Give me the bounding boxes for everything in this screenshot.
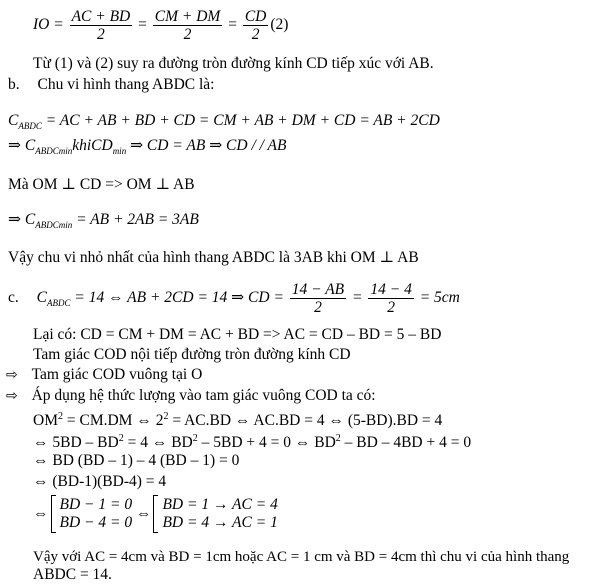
c-frac-2: $\frac{14 - 4}{2}$ — [370, 280, 412, 316]
line-om-squared: $OM^2 = CM.DM$ ⇔ $2^2 = AC.BD$ ⇔ AC.BD = 4 ⇔ (5-BD).BD = 4 — [33, 411, 443, 430]
line-factor-2: ⇔ (BD-1)(BD-4) = 4 — [33, 473, 167, 490]
line-tam-giac-noi-tiep: Tam giác COD nội tiếp đường tròn đường kính CD — [33, 346, 351, 363]
left-bracket — [51, 495, 56, 533]
line-quadratic: ⇔ $5BD - BD^2 = 4$ ⇔ $BD^2 - 5BD + 4 = 0$ ⇔ $BD^2$ – BD – 4BD + 4 = 0 — [33, 433, 472, 452]
conclusion-part-a: Từ (1) và (2) suy ra đường tròn đường kính CD tiếp xúc với AB. — [33, 55, 434, 72]
line-lai-co: Lại có: CD = CM + DM = AC + BD => AC = CD – BD = 5 – BD — [33, 326, 442, 343]
io-equation: IO = $\frac{AC + BD}{2}$ = $\frac{CM + DM}{2}$ = $\frac{CD}{2}$ (2) — [33, 7, 289, 43]
io-frac-2: $\frac{CM + DM}{2}$ — [154, 7, 221, 43]
part-b-label: b. — [8, 76, 20, 93]
bullet-arrow-icon: ⇨ — [6, 388, 18, 404]
io-frac-1: $\frac{AC + BD}{2}$ — [71, 7, 131, 43]
part-b-text: Chu vi hình thang ABDC là: — [37, 76, 215, 93]
bullet-line-vuong: ⇨ Tam giác COD vuông tại O — [6, 366, 203, 383]
io-tag: (2) — [270, 16, 289, 33]
left-bracket — [153, 495, 158, 533]
solution-system: ⇔ BD − 1 = 0 BD − 4 = 0 ⇔ BD = 1 → AC = 4 BD = 4 → AC = 1 — [33, 496, 278, 532]
part-b-heading — [8, 76, 214, 94]
part-c-equation: c. $C_{ABDC} = 14$ ⇔ AB + 2CD = 14 ⇒ CD = $\frac{14 - AB}{2}$ = $\frac{14 - 4}{2}$ = 5cm — [8, 280, 460, 316]
part-c-label: c. — [8, 289, 19, 306]
min-equation: ⇒ $C_{ABDCmin}khiCD_{min}$ ⇒ CD = AB ⇒ CD / / AB — [8, 137, 287, 157]
conclusion-part-c-2: ABDC = 14. — [33, 566, 112, 583]
bullet-line-ap-dung: ⇨ Áp dụng hệ thức lượng vào tam giác vuông COD ta có: — [6, 387, 376, 404]
bullet-arrow-icon: ⇨ — [6, 367, 18, 383]
conclusion-part-c-1: Vậy với AC = 4cm và BD = 1cm hoặc AC = 1 cm và BD = 4cm thì chu vi của hình thang — [33, 549, 570, 565]
line-factor-1: ⇔ BD (BD – 1) – 4 (BD – 1) = 0 — [33, 452, 240, 469]
io-lhs: IO = — [33, 16, 64, 33]
perimeter-equation: $C_{ABDC}$ = AC + AB + BD + CD = CM + AB + DM + CD = AB + 2CD — [8, 112, 440, 132]
io-frac-3: $\frac{CD}{2}$ — [244, 7, 267, 43]
result-equation: ⇒ $C_{ABDCmin}$ = AB + 2AB = 3AB — [8, 211, 199, 231]
conclusion-part-b: Vậy chu vi nhỏ nhất của hình thang ABDC là 3AB khi OM ⊥ AB — [8, 249, 419, 266]
c-frac-1: $\frac{14 - AB}{2}$ — [291, 280, 345, 316]
line-ma: Mà OM ⊥ CD => OM ⊥ AB — [8, 176, 195, 193]
